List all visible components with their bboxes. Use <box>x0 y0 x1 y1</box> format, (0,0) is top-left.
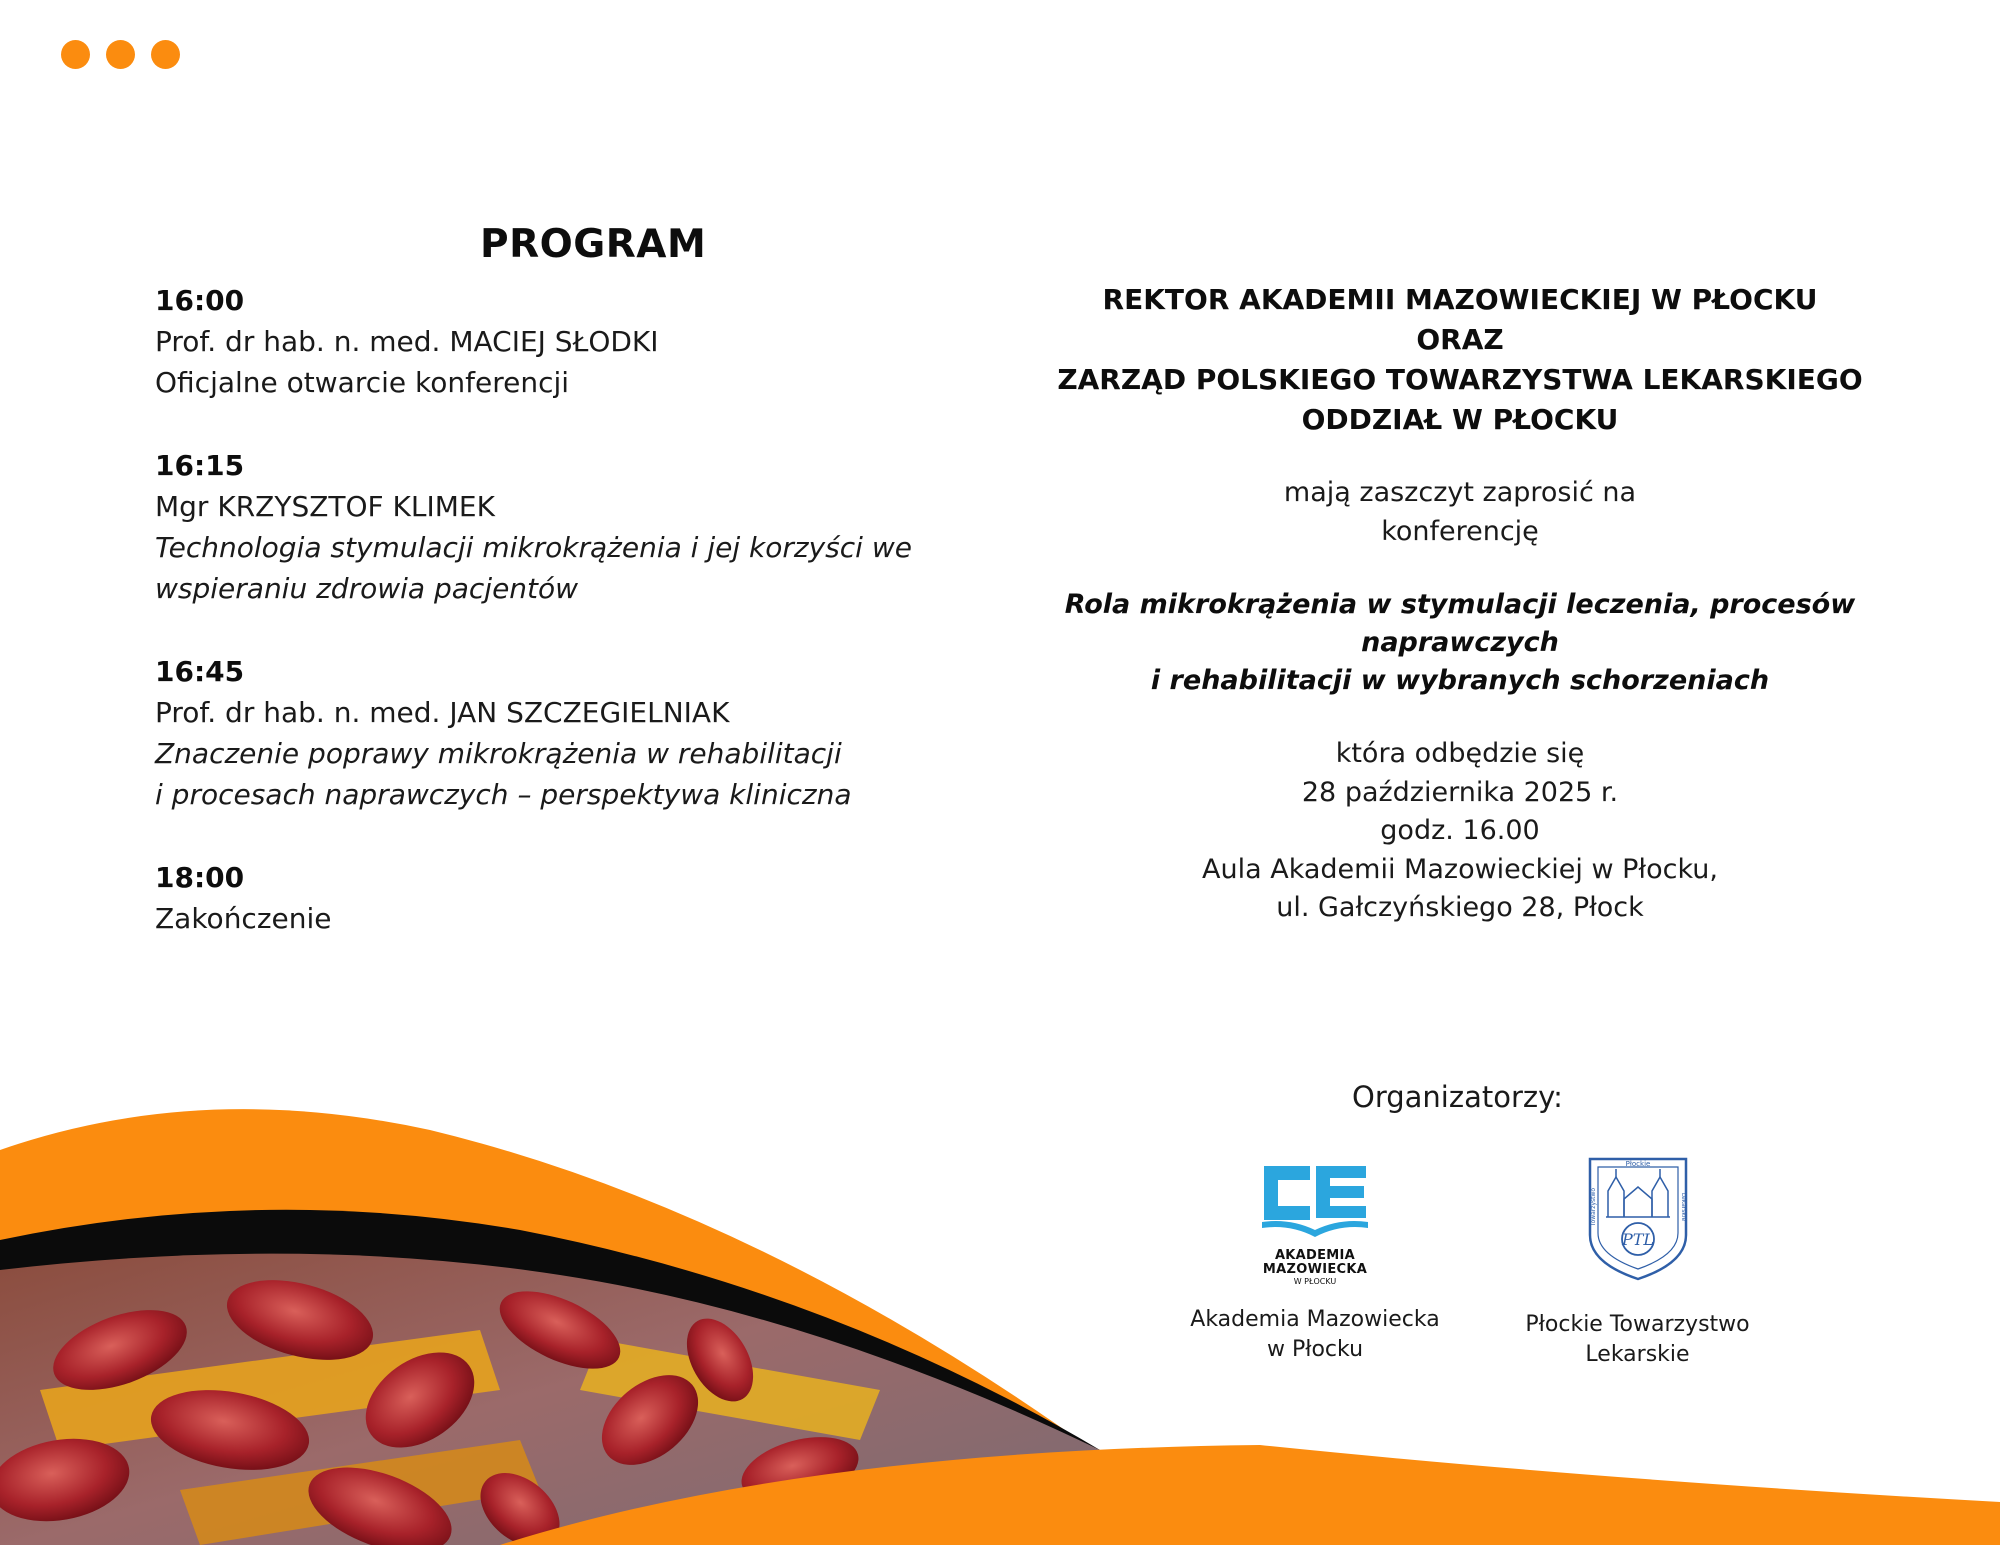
event-venue: Aula Akademii Mazowieckiej w Płocku, <box>1202 853 1718 885</box>
invitation <box>1030 280 1890 928</box>
host-line: ZARZĄD POLSKIEGO TOWARZYSTWA LEKARSKIEGO <box>1057 363 1863 396</box>
event-address: ul. Gałczyńskiego 28, Płock <box>1276 892 1644 923</box>
program-description: Zakończenie <box>155 902 332 935</box>
logo-text: MAZOWIECKA <box>1262 1262 1368 1277</box>
crest-text-left: Towarzystwo <box>1589 1187 1597 1227</box>
program-title: PROGRAM <box>480 222 707 267</box>
dot-icon <box>61 40 90 69</box>
program-topic: wspieraniu zdrowia pacjentów <box>155 572 579 605</box>
program-speaker: Prof. dr hab. n. med. JAN SZCZEGIELNIAK <box>155 696 730 729</box>
host-line: REKTOR AKADEMII MAZOWIECKIEJ W PŁOCKU <box>1102 283 1818 316</box>
crest-text-right: Lekarskie <box>1679 1192 1687 1222</box>
host-line: ODDZIAŁ W PŁOCKU <box>1301 403 1619 436</box>
program-topic: Technologia stymulacji mikrokrążenia i jej korzyści we <box>155 531 912 564</box>
event-detail-line: która odbędzie się <box>1335 738 1585 769</box>
invite-text <box>1030 473 1890 551</box>
program-item <box>155 446 1015 609</box>
logo-subtext: W PŁOCKU <box>1293 1277 1337 1286</box>
crest-text-top: Płockie <box>1625 1160 1650 1168</box>
event-date: 28 października 2025 r. <box>1301 776 1619 808</box>
program-time: 16:15 <box>155 449 245 482</box>
program-item <box>155 858 1015 939</box>
host-line: ORAZ <box>1416 323 1504 356</box>
decorative-dots <box>61 40 180 69</box>
program-topic: Znaczenie poprawy mikrokrążenia w rehabilitacji <box>155 737 842 770</box>
decorative-bottom-waves <box>0 1090 2000 1545</box>
invite-line: konferencję <box>1381 516 1539 547</box>
program-speaker: Prof. dr hab. n. med. MACIEJ SŁODKI <box>155 325 659 358</box>
logo-text: AKADEMIA <box>1274 1248 1356 1263</box>
program-topic: i procesach naprawczych – perspektywa kliniczna <box>155 778 852 811</box>
organizer-name-line: Akademia Mazowiecka <box>1190 1307 1440 1332</box>
invitation-hosts <box>1030 280 1890 440</box>
program-speaker: Mgr KRZYSZTOF KLIMEK <box>155 490 495 523</box>
program-list <box>155 281 1015 982</box>
dot-icon <box>151 40 180 69</box>
conference-title-line: Rola mikrokrążenia w stymulacji leczenia, procesów <box>1064 589 1856 620</box>
event-details <box>1030 735 1890 928</box>
program-item <box>155 281 1015 403</box>
program-time: 16:00 <box>155 284 245 317</box>
organizers-label: Organizatorzy: <box>1352 1080 1563 1114</box>
program-time: 16:45 <box>155 655 245 688</box>
event-time: godz. 16.00 <box>1380 815 1540 846</box>
invite-line: mają zaszczyt zaprosić na <box>1283 477 1637 508</box>
svg-text:PTL: PTL <box>1621 1230 1654 1249</box>
dot-icon <box>106 40 135 69</box>
organizer-name-line: Płockie Towarzystwo <box>1525 1312 1750 1337</box>
program-description: Oficjalne otwarcie konferencji <box>155 366 570 399</box>
program-item <box>155 652 1015 815</box>
conference-title-line: i rehabilitacji w wybranych schorzeniach <box>1150 665 1770 696</box>
conference-title-line: naprawczych <box>1361 627 1559 658</box>
organizer-name-line: w Płocku <box>1266 1337 1364 1362</box>
program-time: 18:00 <box>155 861 245 894</box>
conference-title <box>1030 586 1890 700</box>
organizer-name-line: Lekarskie <box>1585 1342 1690 1367</box>
